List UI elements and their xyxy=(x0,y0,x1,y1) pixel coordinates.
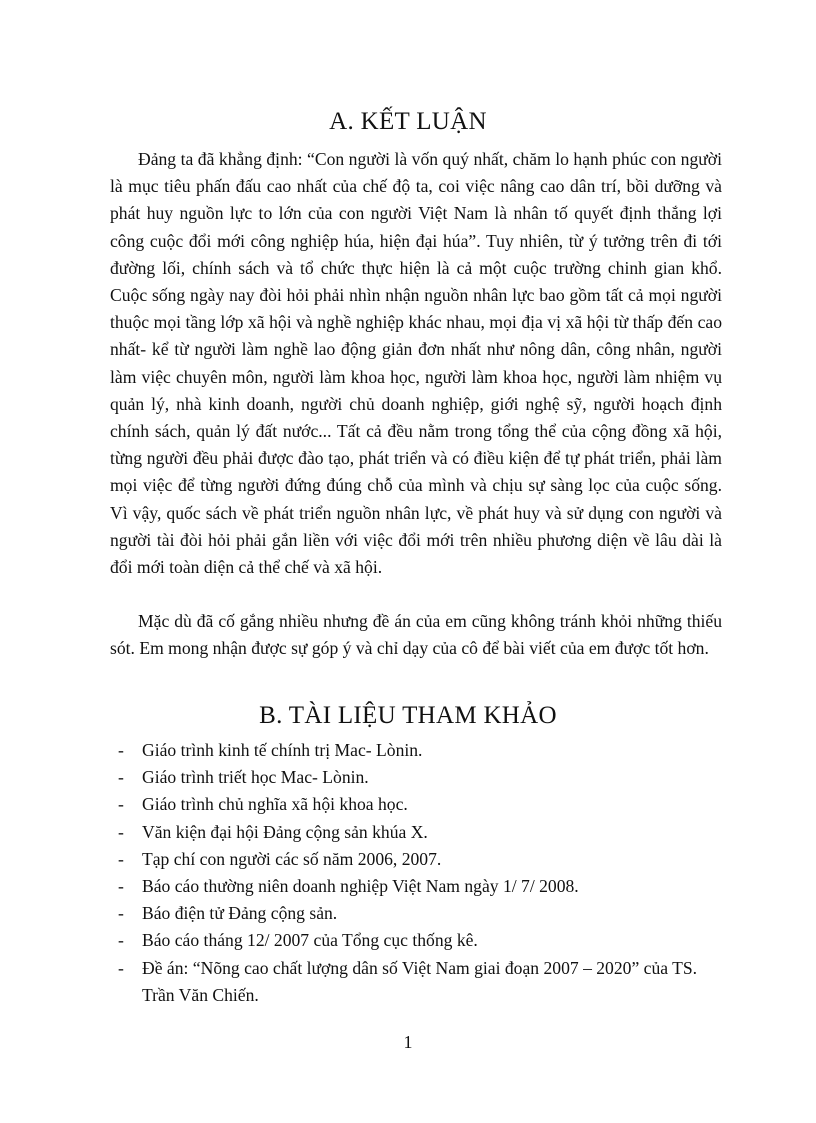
reference-item xyxy=(110,955,722,1009)
reference-item xyxy=(110,927,722,954)
reference-text: Báo cáo thường niên doanh nghiệp Việt Nam ngày 1/ 7/ 2008. xyxy=(142,876,579,897)
page-number: 1 xyxy=(403,1032,413,1052)
reference-text: Giáo trình kinh tế chính trị Mac- Lònin. xyxy=(142,740,423,760)
reference-item xyxy=(110,873,722,900)
bullet-dash: - xyxy=(118,767,124,788)
bullet-dash: - xyxy=(118,930,124,951)
reference-item xyxy=(110,791,722,818)
section-a-title: A. KẾT LUẬN xyxy=(329,108,487,135)
reference-text: Tạp chí con người các số năm 2006, 2007. xyxy=(142,848,442,869)
conclusion-paragraph-2: Mặc dù đã cố gắng nhiều nhưng đề án của em cũng không tránh khỏi những thiếu sót. Em mong nhận được sự góp ý và chỉ dạy của cô để bài viết của em được tốt hơn. xyxy=(110,611,722,659)
reference-item xyxy=(110,819,722,846)
bullet-dash: - xyxy=(118,957,124,978)
reference-item xyxy=(110,764,722,791)
reference-text: Giáo trình triết học Mac- Lònin. xyxy=(142,767,369,788)
reference-text: Văn kiện đại hội Đảng cộng sản khúa X. xyxy=(142,821,428,842)
bullet-dash: - xyxy=(118,821,124,842)
bullet-dash: - xyxy=(118,876,124,897)
reference-item xyxy=(110,900,722,927)
reference-text: Giáo trình chủ nghĩa xã hội khoa học. xyxy=(142,794,408,815)
reference-text: Đề án: “Nõng cao chất lượng dân số Việt Nam giai đoạn 2007 – 2020” của TS. Trần Văn Chiến. xyxy=(142,957,698,1005)
bullet-dash: - xyxy=(118,740,124,760)
bullet-dash: - xyxy=(118,794,124,815)
reference-item xyxy=(110,846,722,873)
section-b-title: B. TÀI LIỆU THAM KHẢO xyxy=(259,702,557,729)
bullet-dash: - xyxy=(118,903,124,924)
reference-text: Báo cáo tháng 12/ 2007 của Tổng cục thống kê. xyxy=(142,930,478,951)
reference-item xyxy=(110,737,722,764)
reference-text: Báo điện tử Đảng cộng sản. xyxy=(142,903,338,924)
bullet-dash: - xyxy=(118,848,124,869)
conclusion-paragraph-1: Đảng ta đã khẳng định: “Con người là vốn quý nhất, chăm lo hạnh phúc con người là mục tiêu phấn đấu cao nhất của chế độ ta, coi việc nâng cao dân trí, bồi dưỡng và phát huy nguồn lực to lớn của con người Việt Nam là nhân tố quyết định thắng lợi công cuộc đổi mới công nghiệp húa, hiện đại húa”. Tuy nhiên, từ ý tưởng trên đi tới đường lối, chính sách và tổ chức thực hiện là cả một cuộc trường chinh gian khổ. Cuộc sống ngày nay đòi hỏi phải nhìn nhận nguồn nhân lực bao gồm tất cả mọi người thuộc mọi tầng lớp xã hội và nghề nghiệp khác nhau, mọi địa vị xã hội từ thấp đến cao nhất- kể từ người làm nghề lao động giản đơn nhất như nông dân, công nhân, người làm việc chuyên môn, người làm khoa học, người làm khoa học, người làm nhiệm vụ quản lý, nhà kinh doanh, người chủ doanh nghiệp, giới nghệ sỹ, người hoạch định chính sách, quản lý đất nước... Tất cả đều nằm trong tổng thể của cộng đồng xã hội, từng người đều phải được đào tạo, phát triển và có điều kiện để tự phát triển, phải làm mọi việc để từng người đứng đúng chỗ của mình và chịu sự sàng lọc của cuộc sống. Vì vậy, quốc sách về phát triển nguồn nhân lực, về phát huy và sử dụng con người và người tài đòi hỏi phải gắn liền với việc đổi mới trên nhiều phương diện về lâu dài là đổi mới toàn diện cả thể chế và xã hội. xyxy=(110,149,722,578)
reference-list xyxy=(110,737,722,1009)
